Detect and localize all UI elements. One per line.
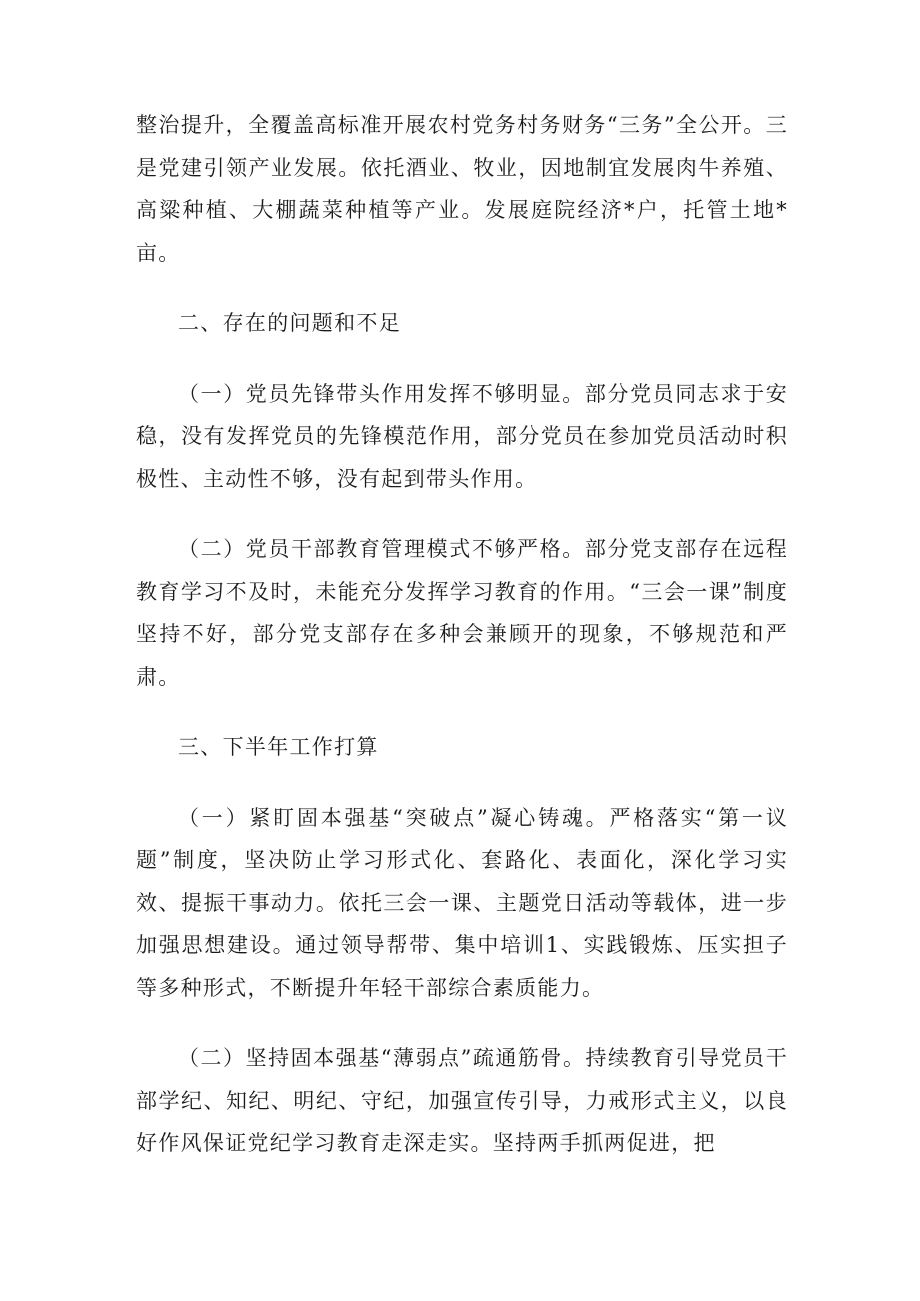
document-body bbox=[136, 104, 788, 1193]
paragraph-intro-continuation: 整治提升，全覆盖高标准开展农村党务村务财务“三务”全公开。三是党建引领产业发展。依托酒业、牧业，因地制宜发展肉牛养殖、高粱种植、大棚蔬菜种植等产业。发展庭院经济*户，托管土地*亩。 bbox=[136, 113, 788, 265]
paragraph-problem-1: （一）党员先锋带头作用发挥不够明显。部分党员同志求于安稳，没有发挥党员的先锋模范作用，部分党员在参加党员活动时积极性、主动性不够，没有起到带头作用。 bbox=[136, 381, 788, 491]
paragraph-problem-2: （二）党员干部教育管理模式不够严格。部分党支部存在远程教育学习不及时，未能充分发挥学习教育的作用。“三会一课”制度坚持不好，部分党支部存在多种会兼顾开的现象，不够规范和严肃。 bbox=[136, 537, 788, 689]
section-heading-plans: 三、下半年工作打算 bbox=[178, 735, 379, 759]
paragraph-plan-2: （二）坚持固本强基“薄弱点”疏通筋骨。持续教育引导党员干部学纪、知纪、明纪、守纪，加强宣传引导，力戒形式主义，以良好作风保证党纪学习教育走深走实。坚持两手抓两促进，把 bbox=[136, 1046, 788, 1155]
paragraph-plan-1: （一）紧盯固本强基“突破点”凝心铸魂。严格落实“第一议题”制度，坚决防止学习形式化、套路化、表面化，深化学习实效、提振干事动力。依托三会一课、主题党日活动等载体，进一步加强思想建设。通过领导帮带、集中培训1、实践锻炼、压实担子等多种形式，不断提升年轻干部综合素质能力。 bbox=[136, 805, 788, 1000]
section-heading-problems: 二、存在的问题和不足 bbox=[178, 311, 401, 335]
